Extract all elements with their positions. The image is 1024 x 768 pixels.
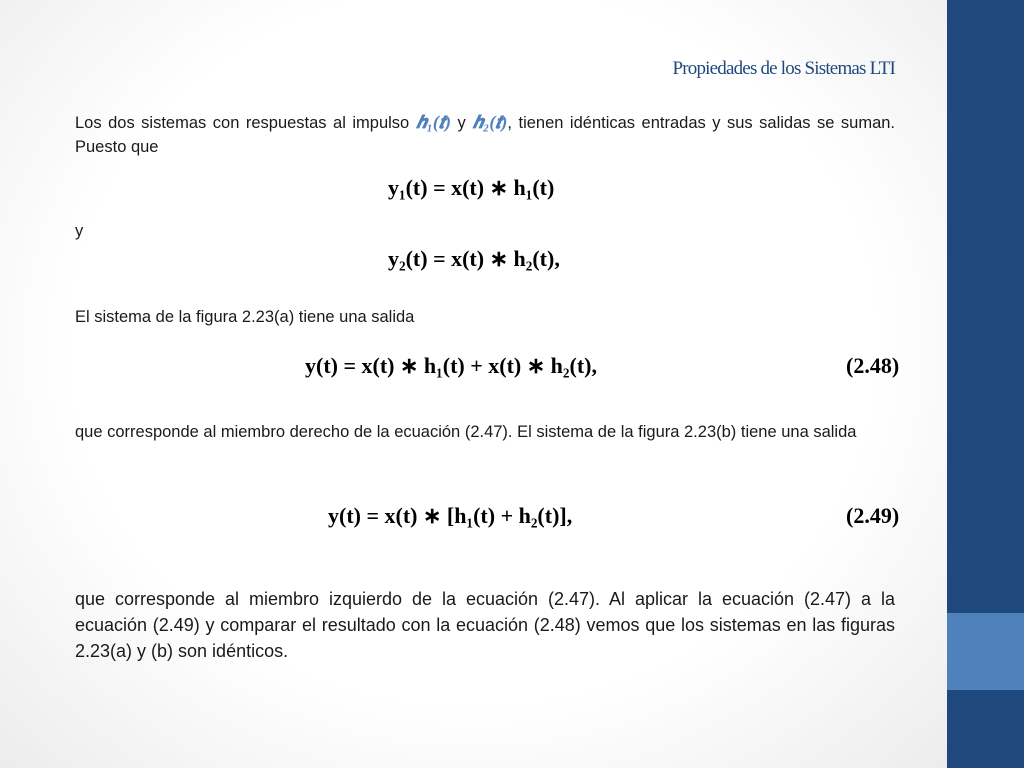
h2-variable: 𝒉₂(𝒕): [472, 112, 508, 132]
equation-2-49: y(t) = x(t) ∗ [h₁(t) + h₂(t)],: [328, 503, 573, 528]
paragraph-conclusion: que corresponde al miembro izquierdo de la ecuación (2.47). Al aplicar la ecuación (2.47) a la ecuación (2.49) y comparar el resultado con la ecuación (2.48) vemos que los sistemas en las figuras 2.23(a) y (b) son idénticos.: [75, 589, 895, 661]
equation-number-2-49: (2.49): [846, 503, 900, 528]
paragraph-system-b: que corresponde al miembro derecho de la ecuación (2.47). El sistema de la figura 2.23(b) tiene una salida: [75, 423, 857, 441]
connector-y: y: [75, 222, 84, 240]
slide-title: Propiedades de los Sistemas LTI: [672, 58, 895, 79]
equation-number-2-48: (2.48): [846, 353, 900, 378]
side-band-accent: [947, 613, 1024, 690]
intro-text-c: , tienen idénticas entradas y sus salidas se suman. Puesto que: [75, 114, 896, 156]
paragraph-system-a: El sistema de la figura 2.23(a) tiene una salida: [75, 308, 415, 326]
h1-variable: 𝒉₁(𝒕): [415, 112, 451, 132]
equation-y2: y₂(t) = x(t) ∗ h₂(t),: [388, 246, 560, 271]
equation-y1: y₁(t) = x(t) ∗ h₁(t): [388, 175, 555, 200]
equation-2-48: y(t) = x(t) ∗ h₁(t) + x(t) ∗ h₂(t),: [305, 353, 597, 378]
intro-paragraph: [75, 110, 895, 159]
intro-text-b: y: [450, 114, 473, 132]
intro-text-a: Los dos sistemas con respuestas al impulso: [75, 114, 416, 132]
